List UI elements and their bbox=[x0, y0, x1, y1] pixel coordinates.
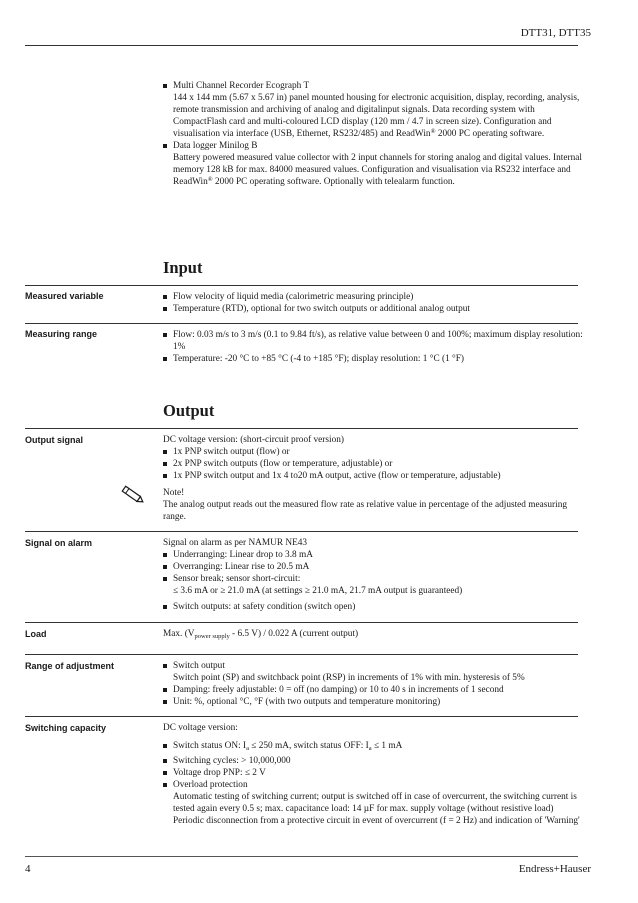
header-rule bbox=[25, 45, 578, 46]
list-item: Flow: 0.03 m/s to 3 m/s (0.1 to 9.84 ft/s), as relative value between 0 and 100%; maximum display resolution: 1% bbox=[163, 329, 583, 353]
list-item: Switch status ON: $I_a \le 250$ mA, switch status OFF: $I_a \le 1$ mA bbox=[163, 740, 583, 755]
label-range-of-adjustment: Range of adjustment bbox=[25, 661, 115, 671]
list-item: Overload protection Automatic testing of switching current; output is switched off in case of overcurrent, the switching current is tested again every 0.5 s; max. capacitance load: 14 µF for max. supply voltage (without resistive load) Periodic disconnection from a protective circuit in event of overcurrent (f = 2 Hz) and indication of 'Warning' bbox=[163, 779, 583, 827]
label-measured-variable: Measured variable bbox=[25, 291, 104, 301]
list-item: Sensor break; sensor short-circuit: bbox=[163, 573, 583, 585]
note-text: The analog output reads out the measured flow rate as relative value in percentage of the adjusted measuring range. bbox=[163, 500, 568, 522]
divider bbox=[25, 323, 578, 324]
label-load: Load bbox=[25, 629, 47, 639]
list-item: 1x PNP switch output (flow) or bbox=[163, 446, 583, 458]
section-heading-input: Input bbox=[163, 258, 203, 277]
output-signal-list bbox=[163, 446, 583, 482]
divider bbox=[25, 654, 578, 655]
measured-variable-list bbox=[163, 291, 583, 315]
list-item: Temperature (RTD), optional for two switch outputs or additional analog output bbox=[163, 303, 583, 315]
pencil-icon bbox=[119, 484, 147, 506]
list-item: 2x PNP switch outputs (flow or temperature, adjustable) or bbox=[163, 458, 583, 470]
list-item: Overranging: Linear rise to 20.5 mA bbox=[163, 561, 583, 573]
footer-rule bbox=[25, 856, 578, 857]
list-item: Voltage drop PNP: ≤ 2 V bbox=[163, 767, 583, 779]
divider bbox=[25, 428, 578, 429]
divider bbox=[25, 285, 578, 286]
signal-on-alarm-list bbox=[163, 549, 583, 585]
document-code: DTT31, DTT35 bbox=[520, 27, 591, 39]
list-item: Damping: freely adjustable: 0 = off (no damping) or 10 to 40 s in increments of 1 second bbox=[163, 684, 583, 696]
signal-on-alarm-intro: Signal on alarm as per NAMUR NE43 bbox=[163, 538, 308, 548]
alarm-current-range: ≤ 3.6 mA or ≥ 21.0 mA (at settings ≥ 21.0 mA, 21.7 mA output is guaranteed) bbox=[173, 586, 463, 596]
list-item: 1x PNP switch output and 1x 4 to20 mA output, active (flow or temperature, adjustable) bbox=[163, 470, 583, 482]
range-of-adjustment-list bbox=[163, 660, 583, 708]
label-signal-on-alarm: Signal on alarm bbox=[25, 538, 93, 548]
output-signal-intro: DC voltage version: (short-circuit proof version) bbox=[163, 435, 344, 445]
list-item: Unit: %, optional °C, °F (with two outputs and temperature monitoring) bbox=[163, 696, 583, 708]
divider bbox=[25, 716, 578, 717]
signal-on-alarm-list-2 bbox=[163, 601, 583, 613]
label-switching-capacity: Switching capacity bbox=[25, 723, 107, 733]
switching-capacity-list bbox=[163, 740, 583, 827]
page-number: 4 bbox=[25, 863, 31, 875]
accessory-list bbox=[163, 80, 583, 188]
label-measuring-range: Measuring range bbox=[25, 329, 98, 339]
list-item: Switching cycles: > 10,000,000 bbox=[163, 755, 583, 767]
divider bbox=[25, 622, 578, 623]
list-item: Flow velocity of liquid media (calorimetric measuring principle) bbox=[163, 291, 583, 303]
section-heading-output: Output bbox=[163, 401, 215, 420]
note-title: Note! bbox=[163, 488, 185, 498]
list-item: Underranging: Linear drop to 3.8 mA bbox=[163, 549, 583, 561]
list-item: Multi Channel Recorder Ecograph T 144 x 144 mm (5.67 x 5.67 in) panel mounted housing for electronic acquisition, display, recording, analysis, remote transmission and archiving of analog and digitalinput signals. Data recording system with CompactFlash card and multi-coloured LCD display (120 mm / 4.7 in screen size). Configuration and visualisation via interface (USB, Ethernet, RS232/485) and ReadWin® 2000 PC operating software. bbox=[163, 80, 583, 140]
switching-capacity-intro: DC voltage version: bbox=[163, 723, 238, 733]
list-item: Switch outputs: at safety condition (switch open) bbox=[163, 601, 583, 613]
list-item: Temperature: -20 °C to +85 °C (-4 to +185 °F); display resolution: 1 °C (1 °F) bbox=[163, 353, 583, 365]
list-item: Data logger Minilog B Battery powered measured value collector with 2 input channels for storing analog and digital values. Internal memory 128 kB for max. 84000 measured values. Configuration and visualisation via RS232 interface and ReadWin® 2000 PC operating software. Optionally with telealarm function. bbox=[163, 140, 583, 188]
label-output-signal: Output signal bbox=[25, 435, 83, 445]
measuring-range-list bbox=[163, 329, 583, 365]
divider bbox=[25, 531, 578, 532]
list-item: Switch output Switch point (SP) and switchback point (RSP) in increments of 1% with min. hysteresis of 5% bbox=[163, 660, 583, 684]
load-value: Max. ($V_{power supply} - 6.5$ V) / 0.022 A (current output) bbox=[163, 629, 359, 640]
brand-name: Endress+Hauser bbox=[518, 863, 591, 875]
